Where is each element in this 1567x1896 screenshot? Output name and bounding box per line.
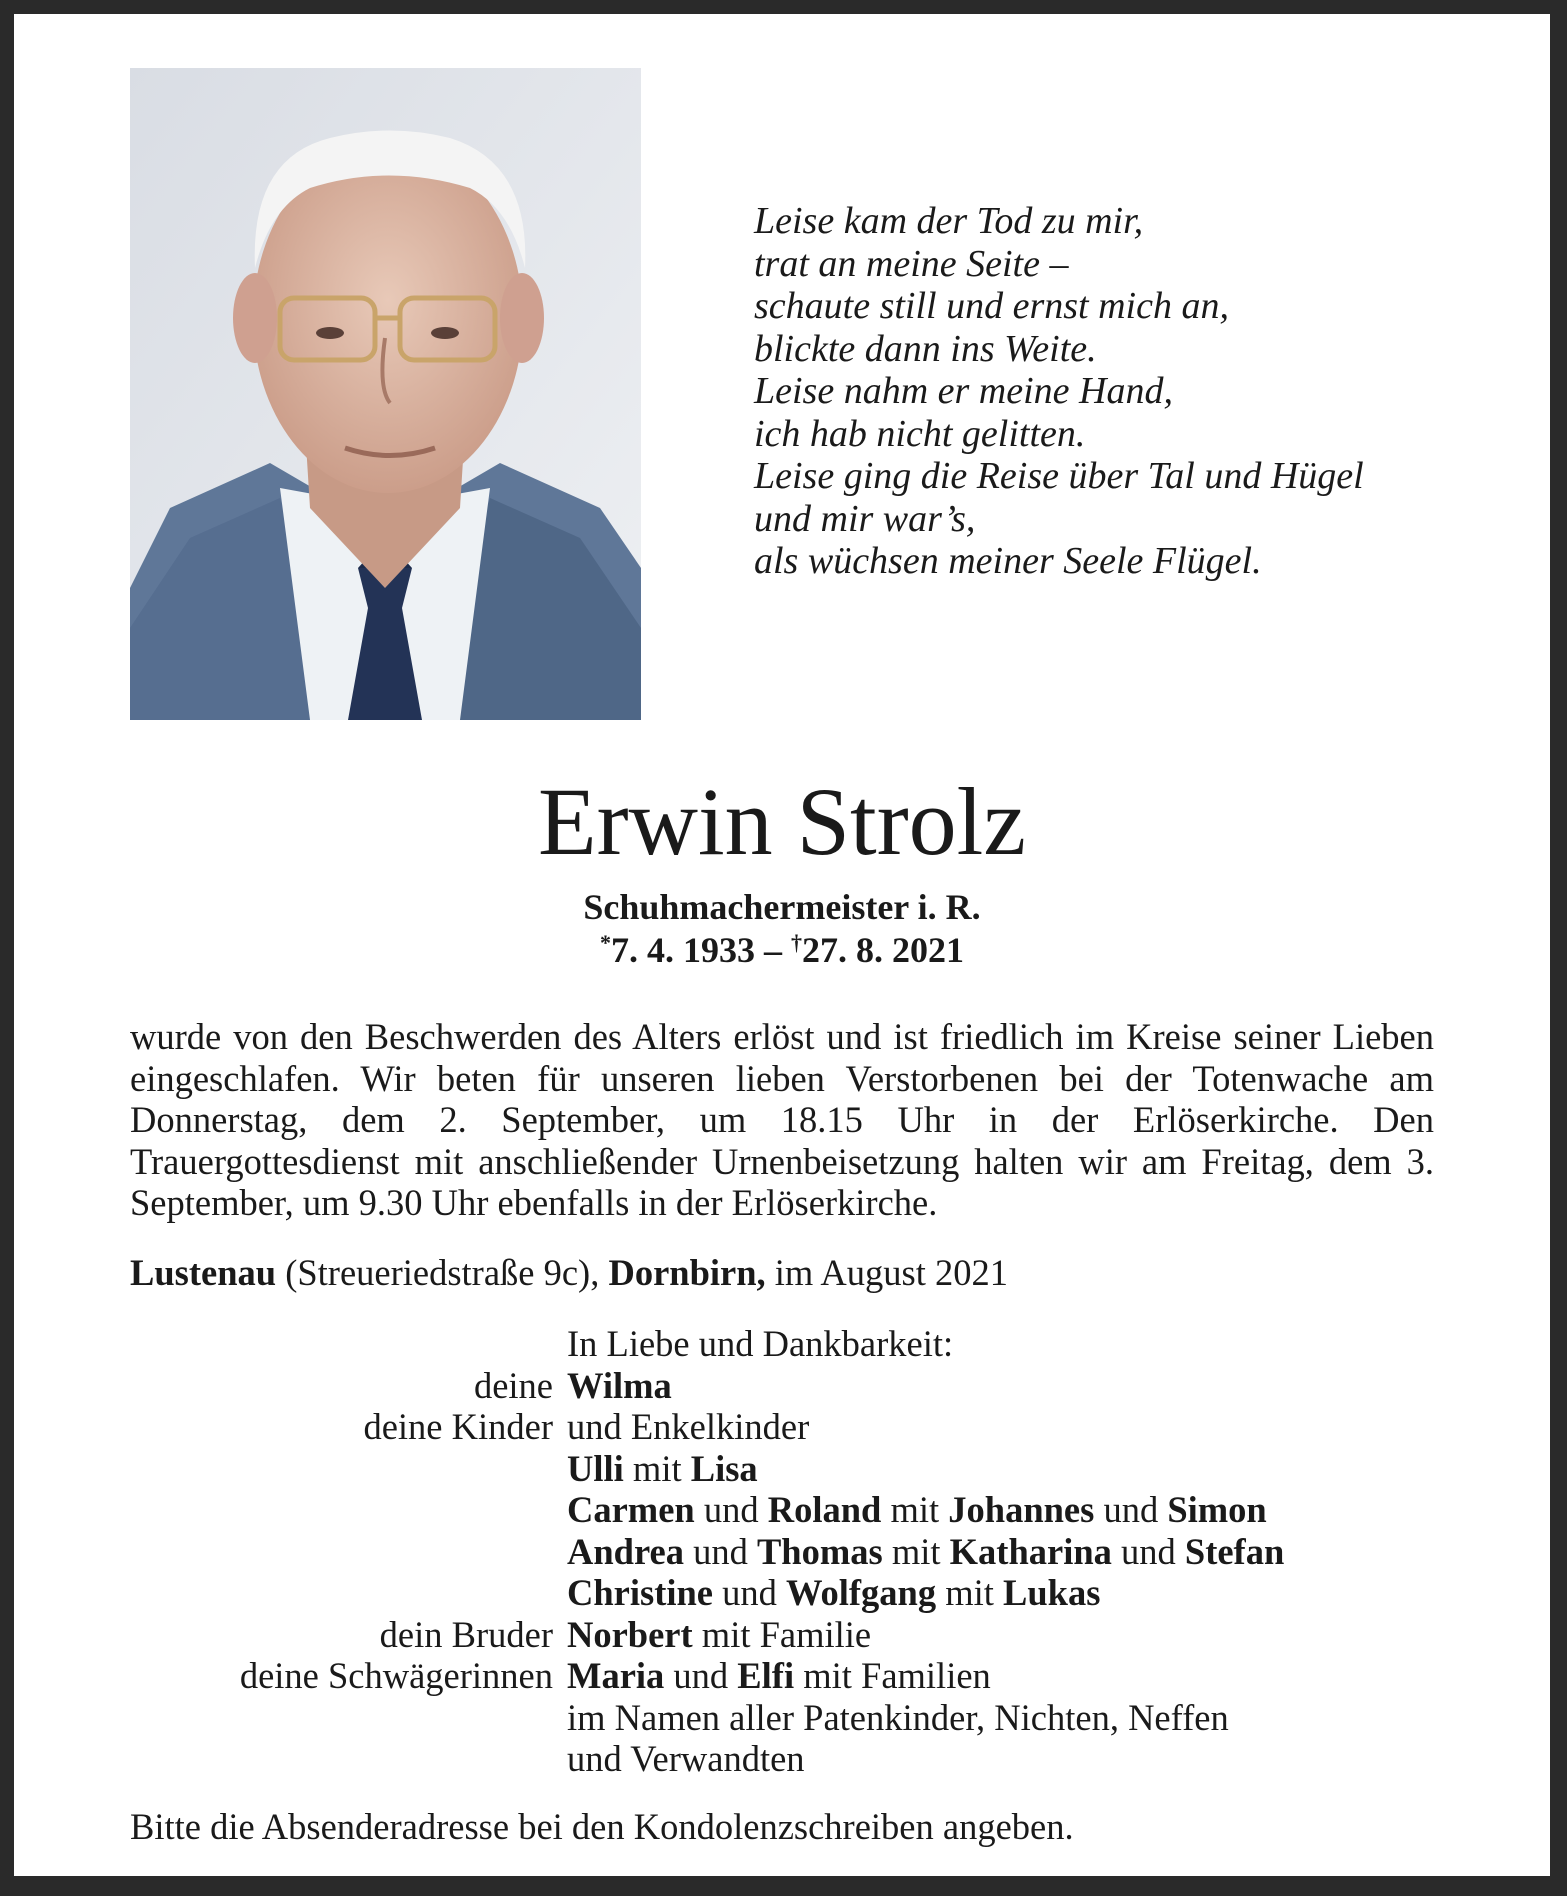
mourner-name: Stefan	[1184, 1530, 1285, 1572]
relation-label: deine	[473, 1364, 553, 1406]
obituary-card	[14, 14, 1550, 1876]
mourner-name: Norbert	[567, 1613, 693, 1655]
poem-line: ich hab nicht gelitten.	[754, 412, 1086, 455]
connector: mit	[936, 1572, 1004, 1613]
poem-line: als wüchsen meiner Seele Flügel.	[754, 540, 1262, 582]
mourners-intro-row	[130, 1323, 1450, 1365]
mourner-name: Lisa	[690, 1447, 758, 1489]
mourner-row-wife	[130, 1365, 1450, 1407]
announcement-date: im August 2021	[765, 1252, 1009, 1293]
mourner-row-family	[130, 1448, 1450, 1490]
date-separator: –	[755, 930, 791, 970]
connector: und	[1094, 1489, 1168, 1530]
connector: mit Familie	[692, 1613, 872, 1655]
mourner-name: Thomas	[756, 1530, 883, 1572]
mourner-row-children	[130, 1406, 1450, 1448]
connector: und	[664, 1655, 738, 1696]
mourners-intro: In Liebe und Dankbarkeit:	[567, 1323, 954, 1364]
mourner-name: Andrea	[567, 1530, 684, 1572]
connector: mit	[881, 1489, 949, 1530]
children-intro: und Enkelkinder	[567, 1406, 810, 1447]
mourner-row-family	[130, 1531, 1450, 1573]
mourner-name: Simon	[1167, 1489, 1267, 1530]
mourner-row-others	[130, 1697, 1450, 1739]
town-lustenau: Lustenau	[130, 1252, 277, 1293]
announcement-text: wurde von den Beschwerden des Alters erlöst und ist friedlich im Kreise seiner Lieben eingeschlafen. Wir beten für unseren lieben Verstorbenen bei der Totenwache am Donnerstag, dem 2. September, um 18.15 Uhr in der Erlöserkirche. Den Trauergottesdienst mit anschließender Urnenbeisetzung halten wir am Freitag, dem 3. September, um 9.30 Uhr ebenfalls in der Erlöserkirche.	[130, 1016, 1434, 1223]
mourner-name: Maria	[567, 1655, 665, 1696]
connector: mit Familien	[794, 1655, 991, 1696]
birth-symbol: *	[600, 930, 611, 955]
death-date: 27. 8. 2021	[802, 930, 964, 970]
connector: mit	[623, 1447, 691, 1489]
death-symbol: †	[791, 930, 802, 955]
poem-line: trat an meine Seite –	[754, 242, 1069, 285]
connector: mit	[882, 1530, 950, 1572]
mourner-name: Johannes	[948, 1489, 1095, 1530]
footer-note: Bitte die Absenderadresse bei den Kondolenzschreiben angeben.	[130, 1806, 1074, 1847]
connector: und	[694, 1489, 768, 1530]
poem-line: und mir war’s,	[754, 497, 976, 540]
mourner-row-sisters-in-law	[130, 1655, 1450, 1697]
mourner-row-family	[130, 1572, 1450, 1614]
place-date-line	[130, 1252, 1008, 1294]
mourner-row-others	[130, 1738, 1450, 1780]
mourner-name: Lukas	[1003, 1572, 1101, 1613]
connector: und	[713, 1572, 786, 1613]
relation-label: deine Kinder	[363, 1406, 553, 1447]
mourner-name: Christine	[567, 1572, 713, 1613]
portrait-photo	[130, 68, 641, 720]
connector: und	[1111, 1530, 1185, 1572]
relation-label: deine Schwägerinnen	[239, 1655, 553, 1696]
mourner-row-brother	[130, 1614, 1450, 1656]
mourner-name: Roland	[767, 1489, 882, 1530]
mourner-name: Wolfgang	[786, 1572, 937, 1613]
poem	[754, 200, 1364, 583]
deceased-profession: Schuhmachermeister i. R.	[583, 887, 981, 927]
others-line: im Namen aller Patenkinder, Nichten, Neffen	[567, 1696, 1229, 1738]
mourner-name: Carmen	[567, 1489, 695, 1530]
town-dornbirn: Dornbirn,	[608, 1252, 766, 1293]
mourner-name: Elfi	[737, 1655, 795, 1696]
poem-line: Leise kam der Tod zu mir,	[754, 200, 1144, 242]
relation-label: dein Bruder	[379, 1613, 553, 1655]
connector: und	[683, 1530, 757, 1572]
mourner-name: Ulli	[567, 1447, 624, 1489]
deceased-name: Erwin Strolz	[538, 768, 1026, 875]
life-dates	[14, 929, 1550, 971]
mourner-name: Wilma	[567, 1364, 672, 1406]
mourner-row-family	[130, 1489, 1450, 1531]
poem-line: Leise ging die Reise über Tal und Hügel	[754, 455, 1364, 497]
mourner-name: Katharina	[949, 1530, 1112, 1572]
poem-line: blickte dann ins Weite.	[754, 327, 1097, 370]
poem-line: Leise nahm er meine Hand,	[754, 370, 1173, 412]
others-line: und Verwandten	[567, 1738, 805, 1779]
mourners-list	[130, 1323, 1450, 1780]
poem-line: schaute still und ernst mich an,	[754, 285, 1229, 327]
address: (Streueriedstraße 9c),	[276, 1252, 609, 1293]
birth-date: 7. 4. 1933	[611, 930, 755, 970]
